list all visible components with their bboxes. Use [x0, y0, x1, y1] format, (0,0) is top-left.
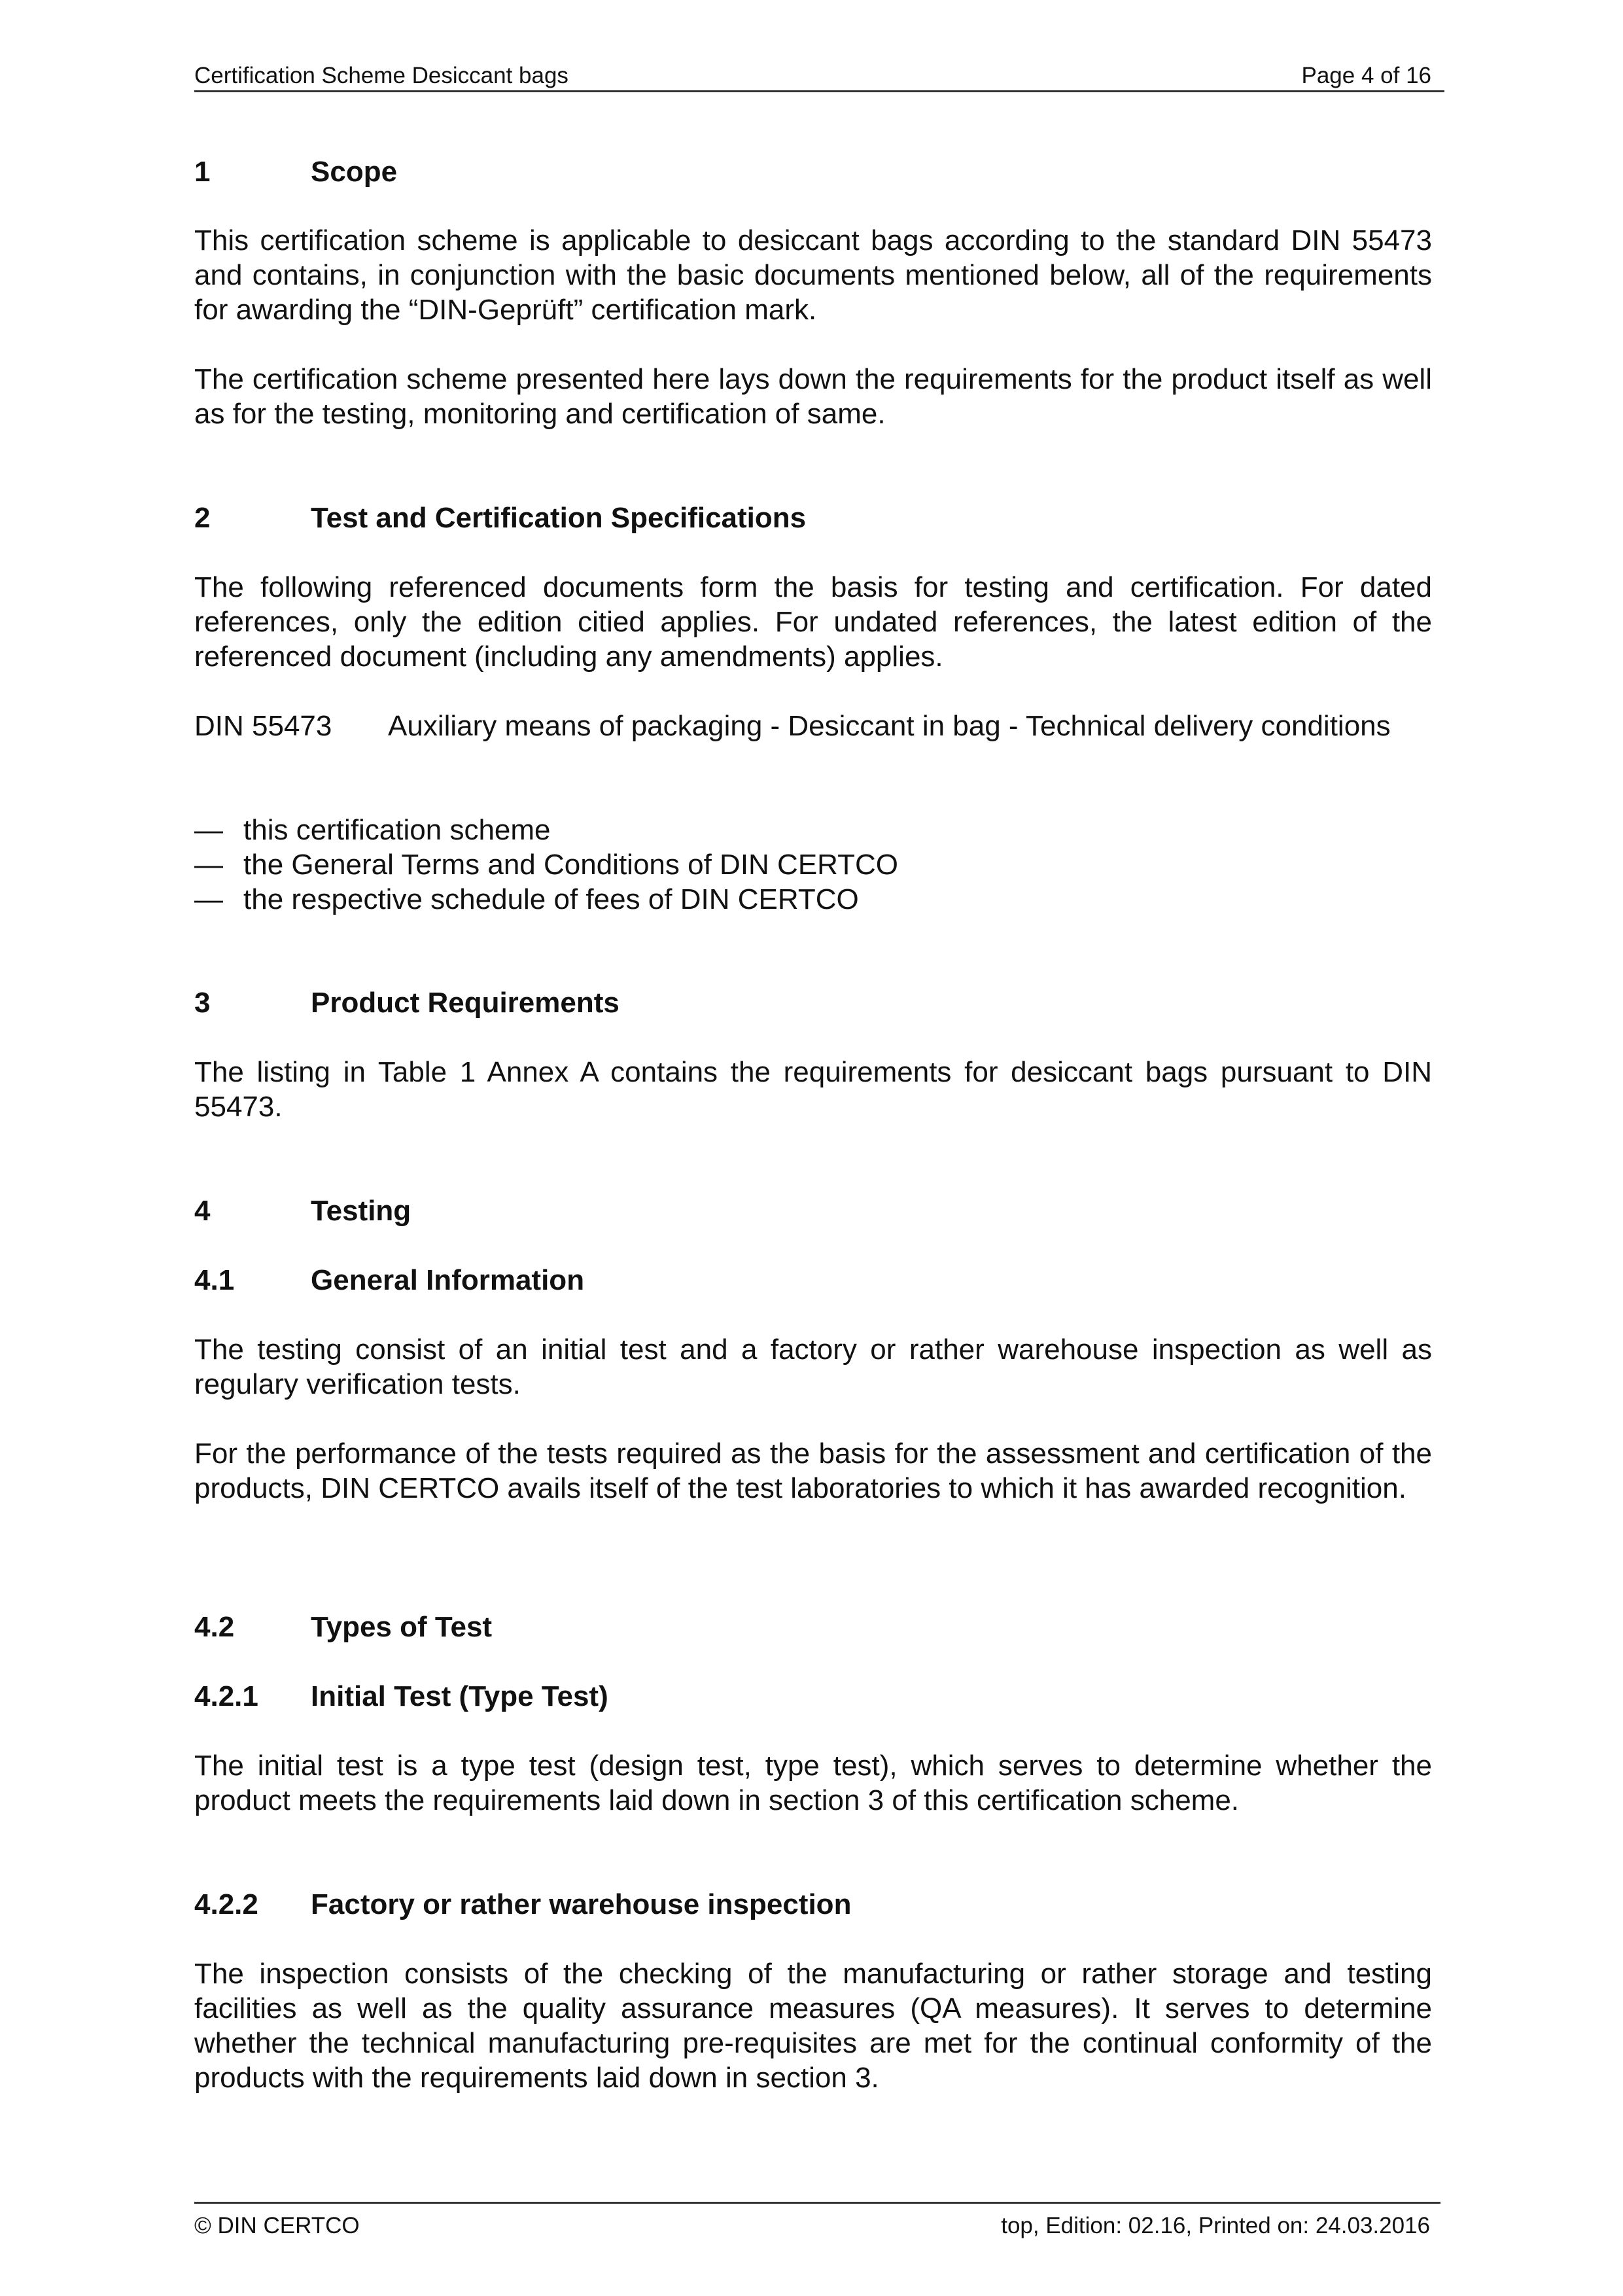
section-title: Testing — [311, 1195, 411, 1227]
section-title: Types of Test — [311, 1611, 493, 1643]
footer-copyright: © DIN CERTCO — [194, 2213, 360, 2238]
section-number: 3 — [194, 987, 211, 1019]
section-title: Initial Test (Type Test) — [311, 1680, 608, 1712]
basic-documents-list — [194, 813, 1432, 917]
page-footer — [194, 2202, 1440, 2238]
section-number: 1 — [194, 156, 211, 188]
list-item-text: this certification scheme — [243, 814, 551, 846]
list-item-text: the General Terms and Conditions of DIN CERTCO — [243, 849, 899, 881]
reference-description: Auxiliary means of packaging - Desiccant in bag - Technical delivery conditions — [388, 710, 1391, 742]
section-number: 2 — [194, 502, 211, 534]
section-number: 4.2.2 — [194, 1888, 258, 1920]
section-2-paragraph-1: The following referenced documents form the basis for testing and certification. For dated references, only the edition citied applies. For undated references, the latest edition of the referenced document (including any amendments) applies. — [194, 571, 1432, 673]
section-title: Product Requirements — [311, 987, 620, 1019]
section-title: Test and Certification Specifications — [311, 502, 807, 534]
bullet-dash: — — [194, 883, 223, 915]
section-title: General Information — [311, 1264, 585, 1296]
page-header — [194, 58, 1444, 92]
section-title: Factory or rather warehouse inspection — [311, 1888, 852, 1920]
list-item — [194, 813, 1432, 847]
section-4-1-paragraph-1: The testing consist of an initial test and a factory or rather warehouse inspection as well as regulary verification tests. — [194, 1333, 1432, 1400]
list-item — [194, 847, 1432, 882]
section-4-2-2-paragraph-1: The inspection consists of the checking of the manufacturing or rather storage and testing facilities as well as the quality assurance measures (QA measures). It serves to determine whether the technical manufacturing pre-requisites are met for the continual conformity of the products with the requirements laid down in section 3. — [194, 1958, 1432, 2094]
section-title: Scope — [311, 156, 398, 188]
section-number: 4 — [194, 1195, 211, 1227]
header-page-number: Page 4 of 16 — [1301, 63, 1431, 88]
bullet-dash: — — [194, 814, 223, 846]
footer-edition-info: top, Edition: 02.16, Printed on: 24.03.2016 — [1001, 2213, 1430, 2238]
section-number: 4.1 — [194, 1264, 235, 1296]
header-document-title: Certification Scheme Desiccant bags — [194, 63, 568, 88]
reference-code: DIN 55473 — [194, 710, 332, 742]
list-item — [194, 882, 1432, 917]
section-number: 4.2.1 — [194, 1680, 258, 1712]
section-4-2-1-paragraph-1: The initial test is a type test (design test, type test), which serves to determine whether the product meets the requirements laid down in section 3 of this certification scheme. — [194, 1750, 1432, 1816]
bullet-dash: — — [194, 849, 223, 881]
section-number: 4.2 — [194, 1611, 235, 1643]
list-item-text: the respective schedule of fees of DIN CERTCO — [243, 883, 859, 915]
section-1-paragraph-1: This certification scheme is applicable to desiccant bags according to the standard DIN 55473 and contains, in conjunction with the basic documents mentioned below, all of the requirements for awarding the “DIN-Geprüft” certification mark. — [194, 224, 1432, 326]
section-3-paragraph-1: The listing in Table 1 Annex A contains the requirements for desiccant bags pursuant to DIN 55473. — [194, 1056, 1432, 1123]
section-1-paragraph-2: The certification scheme presented here lays down the requirements for the product itself as well as for the testing, monitoring and certification of same. — [194, 363, 1432, 430]
section-4-1-paragraph-2: For the performance of the tests required as the basis for the assessment and certification of the products, DIN CERTCO avails itself of the test laboratories to which it has awarded recognition. — [194, 1438, 1432, 1504]
